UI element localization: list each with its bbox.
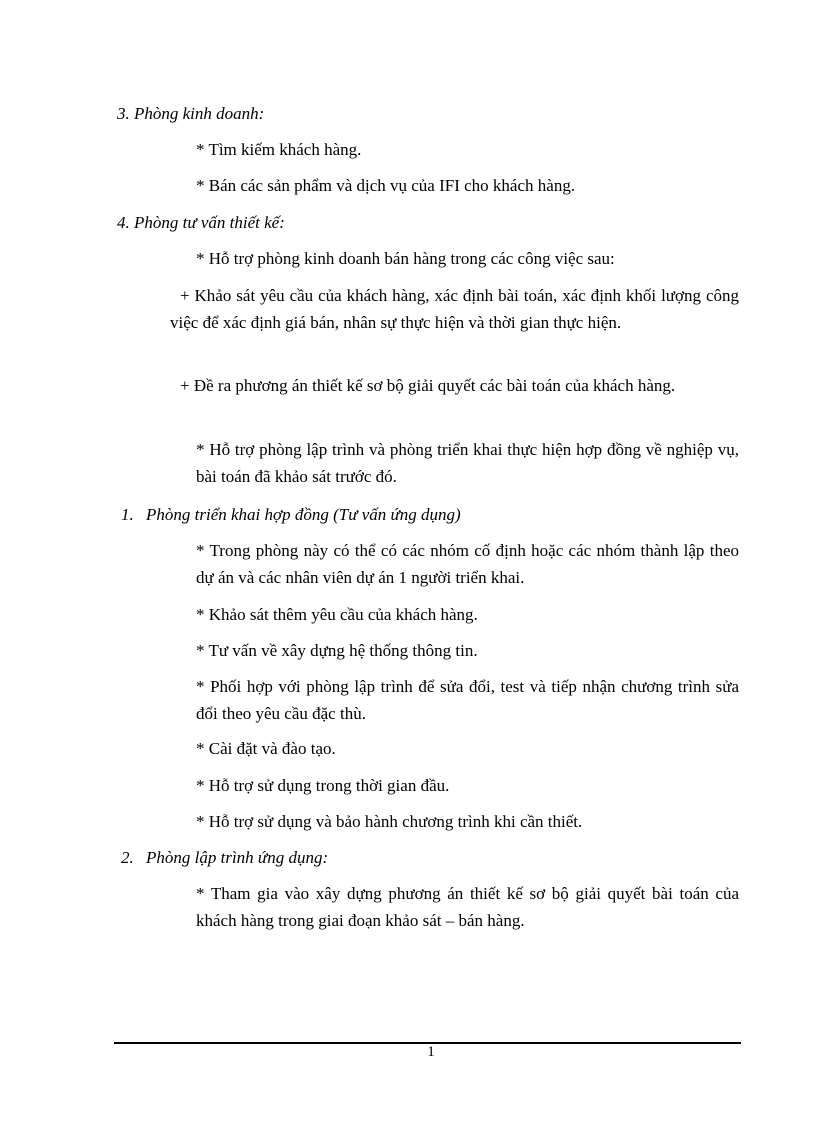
design-item-support-programming: * Hỗ trợ phòng lập trình và phòng triển khai thực hiện hợp đồng về nghiệp vụ, bài toán đã khảo sát trước đó. xyxy=(196,440,739,486)
sales-item-sell-products: * Bán các sản phẩm và dịch vụ của IFI cho khách hàng. xyxy=(196,176,576,195)
section-heading-deployment: Phòng triển khai hợp đồng (Tư vấn ứng dụng) xyxy=(146,505,461,524)
page-number: 1 xyxy=(427,1044,435,1060)
deployment-item-consulting: * Tư vấn về xây dựng hệ thống thông tin. xyxy=(196,641,478,660)
sales-item-find-customers: * Tìm kiếm khách hàng. xyxy=(196,140,362,159)
deployment-item-initial-support: * Hỗ trợ sử dụng trong thời gian đầu. xyxy=(196,776,450,795)
section-heading-design-consulting: 4. Phòng tư vấn thiết kế: xyxy=(117,213,285,232)
deployment-item-survey: * Khảo sát thêm yêu cầu của khách hàng. xyxy=(196,605,478,624)
deployment-item-teams: * Trong phòng này có thể có các nhóm cố định hoặc các nhóm thành lập theo dự án và các nhân viên dự án 1 người triển khai. xyxy=(196,541,739,587)
design-item-survey-requirements: + Khảo sát yêu cầu của khách hàng, xác định bài toán, xác định khối lượng công việc để xác định giá bán, nhân sự thực hiện và thời gian thực hiện. xyxy=(170,286,739,332)
programming-item-participate: * Tham gia vào xây dựng phương án thiết kế sơ bộ giải quyết bài toán của khách hàng trong giai đoạn khảo sát – bán hàng. xyxy=(196,884,739,930)
section-heading-programming: Phòng lập trình ứng dụng: xyxy=(146,848,329,867)
deployment-item-install-train: * Cài đặt và đào tạo. xyxy=(196,739,336,758)
deployment-item-coordinate: * Phối hợp với phòng lập trình để sửa đổi, test và tiếp nhận chương trình sửa đổi theo yêu cầu đặc thù. xyxy=(196,677,739,723)
section-number-deployment: 1. xyxy=(121,505,134,524)
section-number-programming: 2. xyxy=(121,848,134,867)
section-heading-sales: 3. Phòng kinh doanh: xyxy=(117,104,265,123)
design-item-support-sales: * Hỗ trợ phòng kinh doanh bán hàng trong các công việc sau: xyxy=(196,249,615,268)
deployment-item-warranty: * Hỗ trợ sử dụng và bảo hành chương trình khi cần thiết. xyxy=(196,812,583,831)
design-item-draft-solution: + Đề ra phương án thiết kế sơ bộ giải quyết các bài toán của khách hàng. xyxy=(180,376,676,395)
